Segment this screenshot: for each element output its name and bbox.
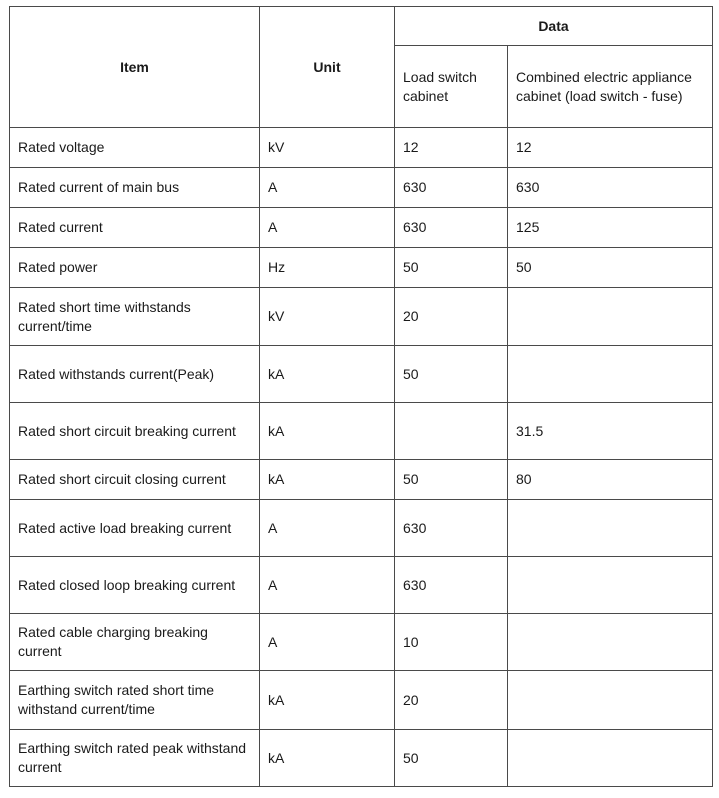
table-row — [10, 288, 713, 346]
cell-combined: 50 — [508, 248, 713, 288]
table-row — [10, 557, 713, 614]
cell-load: 50 — [395, 346, 508, 403]
table-row — [10, 460, 713, 500]
header-combined-cabinet: Combined electric appliance cabinet (load switch - fuse) — [508, 46, 713, 128]
cell-combined — [508, 288, 713, 346]
table-row — [10, 730, 713, 787]
spec-table — [9, 6, 713, 787]
cell-unit: A — [260, 614, 395, 671]
cell-unit: A — [260, 168, 395, 208]
cell-item: Earthing switch rated short time withstand current/time — [10, 671, 260, 730]
cell-unit: kV — [260, 288, 395, 346]
cell-unit: kA — [260, 730, 395, 787]
cell-item: Earthing switch rated peak withstand current — [10, 730, 260, 787]
table-row — [10, 346, 713, 403]
cell-combined — [508, 671, 713, 730]
header-unit: Unit — [260, 7, 395, 128]
cell-combined: 12 — [508, 128, 713, 168]
cell-load: 20 — [395, 671, 508, 730]
cell-item: Rated voltage — [10, 128, 260, 168]
cell-load: 50 — [395, 248, 508, 288]
cell-load — [395, 403, 508, 460]
table-row — [10, 248, 713, 288]
cell-item: Rated short circuit breaking current — [10, 403, 260, 460]
cell-item: Rated active load breaking current — [10, 500, 260, 557]
cell-load: 630 — [395, 500, 508, 557]
cell-combined: 630 — [508, 168, 713, 208]
cell-unit: A — [260, 557, 395, 614]
table-row — [10, 208, 713, 248]
header-row-top — [10, 7, 713, 46]
cell-combined — [508, 730, 713, 787]
cell-combined — [508, 557, 713, 614]
cell-combined: 80 — [508, 460, 713, 500]
cell-item: Rated current of main bus — [10, 168, 260, 208]
table-row — [10, 128, 713, 168]
cell-load: 630 — [395, 168, 508, 208]
cell-load: 20 — [395, 288, 508, 346]
cell-load: 50 — [395, 730, 508, 787]
cell-load: 50 — [395, 460, 508, 500]
cell-item: Rated current — [10, 208, 260, 248]
table-row — [10, 671, 713, 730]
cell-unit: kV — [260, 128, 395, 168]
cell-item: Rated power — [10, 248, 260, 288]
cell-load: 10 — [395, 614, 508, 671]
cell-unit: Hz — [260, 248, 395, 288]
cell-unit: kA — [260, 403, 395, 460]
cell-load: 630 — [395, 557, 508, 614]
table-row — [10, 500, 713, 557]
cell-load: 12 — [395, 128, 508, 168]
cell-item: Rated short circuit closing current — [10, 460, 260, 500]
cell-load: 630 — [395, 208, 508, 248]
cell-combined: 31.5 — [508, 403, 713, 460]
table-row — [10, 403, 713, 460]
cell-unit: A — [260, 208, 395, 248]
cell-unit: A — [260, 500, 395, 557]
cell-unit: kA — [260, 346, 395, 403]
cell-combined — [508, 614, 713, 671]
cell-item: Rated cable charging breaking current — [10, 614, 260, 671]
cell-combined: 125 — [508, 208, 713, 248]
cell-unit: kA — [260, 460, 395, 500]
table-row — [10, 614, 713, 671]
cell-combined — [508, 346, 713, 403]
header-data: Data — [395, 7, 713, 46]
cell-item: Rated short time withstands current/time — [10, 288, 260, 346]
cell-item: Rated withstands current(Peak) — [10, 346, 260, 403]
table-row — [10, 168, 713, 208]
cell-combined — [508, 500, 713, 557]
cell-unit: kA — [260, 671, 395, 730]
header-item: Item — [10, 7, 260, 128]
cell-item: Rated closed loop breaking current — [10, 557, 260, 614]
header-load-switch-cabinet: Load switch cabinet — [395, 46, 508, 128]
